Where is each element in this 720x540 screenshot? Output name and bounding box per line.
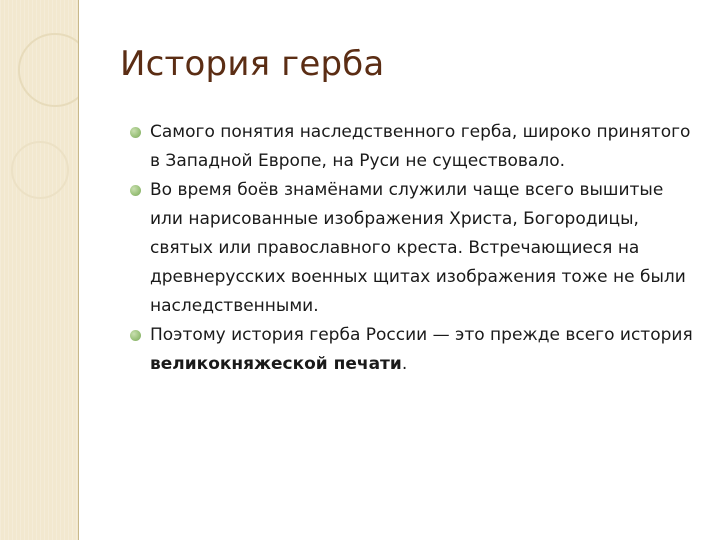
bullet-text-after: . [401, 354, 408, 374]
bullet-dot-icon [130, 185, 141, 196]
bullet-list [130, 118, 698, 379]
bullet-dot-icon [130, 127, 141, 138]
bullet-text-before: Поэтому история герба России — это прежде всего история [150, 325, 693, 345]
decorative-circles [0, 0, 78, 540]
bullet-item [130, 321, 698, 379]
side-divider-line [78, 0, 79, 540]
bullet-item [130, 176, 698, 321]
bullet-item [130, 118, 698, 176]
slide-title: История герба [120, 44, 385, 84]
bullet-text: Во время боёв знамёнами служили чаще всего вышитые или нарисованные изображения Христа, Богородицы, святых или православного креста. Встречающиеся на древнерусских военных щитах изображения тоже не были наследственными. [150, 180, 686, 316]
decorative-side-panel [0, 0, 78, 540]
bullet-dot-icon [130, 330, 141, 341]
bullet-bold-text: великокняжеской печати [150, 354, 402, 374]
bullet-text: Самого понятия наследственного герба, широко принятого в Западной Европе, на Руси не существовало. [150, 122, 691, 171]
